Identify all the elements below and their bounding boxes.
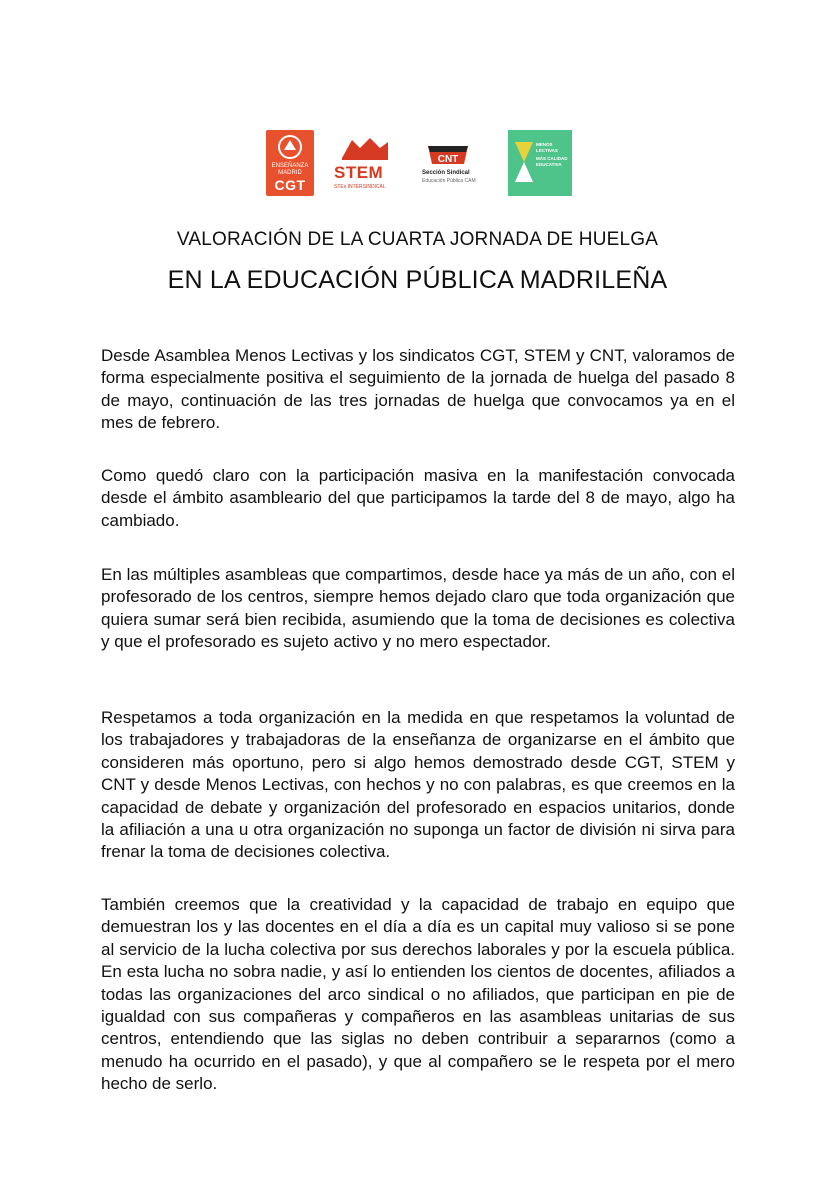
hourglass-icon [514, 140, 534, 184]
document-title-line1: VALORACIÓN DE LA CUARTA JORNADA DE HUELGA [176, 229, 659, 250]
stem-logo [334, 130, 398, 196]
cgt-top-text: ENSEÑANZA [271, 163, 309, 169]
document-title-line2: EN LA EDUCACIÓN PÚBLICA MADRILEÑA [167, 266, 668, 294]
paragraph-5: También creemos que la creatividad y la capacidad de trabajo en equipo que demuestran los y las docentes en el día a día es un capital muy valioso si se pone al servicio de la lucha colectiva por sus derechos laborales y por la escuela pública. En esta lucha no sobra nadie, y así lo entienden los cientos de docentes, afiliados a todas las organizaciones del arco sindical o no afiliados, que participan en pie de igualdad con sus compañeras y compañeros en las asambleas unitarias de sus centros, entendiendo que las siglas no deben contribuir a separarnos (como a menudo ha ocurrido en el pasado), y que al compañero se le respeta por el mero hecho de serlo. [101, 895, 735, 1094]
menos-lectivas-line2: MÁS CALIDAD EDUCATIVA [536, 156, 568, 167]
logo-strip [178, 124, 656, 204]
cnt-badge-icon [428, 144, 468, 166]
cnt-line1: Sección Sindical [422, 170, 470, 176]
menos-lectivas-line1: MENOS LECTIVAS [536, 142, 558, 153]
stem-name: STEM [334, 163, 384, 182]
paragraph-1: Desde Asamblea Menos Lectivas y los sindicatos CGT, STEM y CNT, valoramos de forma especialmente positiva el seguimiento de la jornada de huelga del pasado 8 de mayo, continuación de las tres jornadas de huelga que convocamos ya en el mes de febrero. [101, 346, 735, 433]
paragraph-3: En las múltiples asambleas que compartimos, desde hace ya más de un año, con el profesorado de los centros, siempre hemos dejado claro que toda organización que quiera sumar será bien recibida, asumiendo que la toma de decisiones es colectiva y que el profesorado es sujeto activo y no mero espectador. [101, 565, 735, 652]
stem-flag-icon [340, 136, 390, 162]
paragraph-4: Respetamos a toda organización en la medida en que respetamos la voluntad de los trabajadores y trabajadoras de la enseñanza de organizarse en el ámbito que consideren más oportuno, pero si algo hemos demostrado desde CGT, STEM y CNT y desde Menos Lectivas, con hechos y no con palabras, es que creemos en la capacidad de debate y organización del profesorado en espacios unitarios, donde la afiliación a una u otra organización no suponga un factor de división ni sirva para frenar la toma de decisiones colectiva. [101, 708, 735, 862]
cgt-logo [266, 130, 314, 196]
cnt-badge-text: CNT [437, 154, 459, 165]
cnt-logo [422, 130, 482, 196]
paragraph-2: Como quedó claro con la participación masiva en la manifestación convocada desde el ámbito asambleario del que participamos la tarde del 8 de mayo, algo ha cambiado. [101, 466, 735, 530]
menos-lectivas-logo [508, 130, 572, 196]
cgt-fist-icon [276, 134, 304, 160]
cnt-line2: Educación Pública CAM [422, 178, 476, 184]
cgt-mid-text: MADRID [278, 170, 302, 176]
cgt-name: CGT [274, 177, 306, 193]
stem-subtitle: STEs INTERSINDICAL [334, 184, 386, 190]
